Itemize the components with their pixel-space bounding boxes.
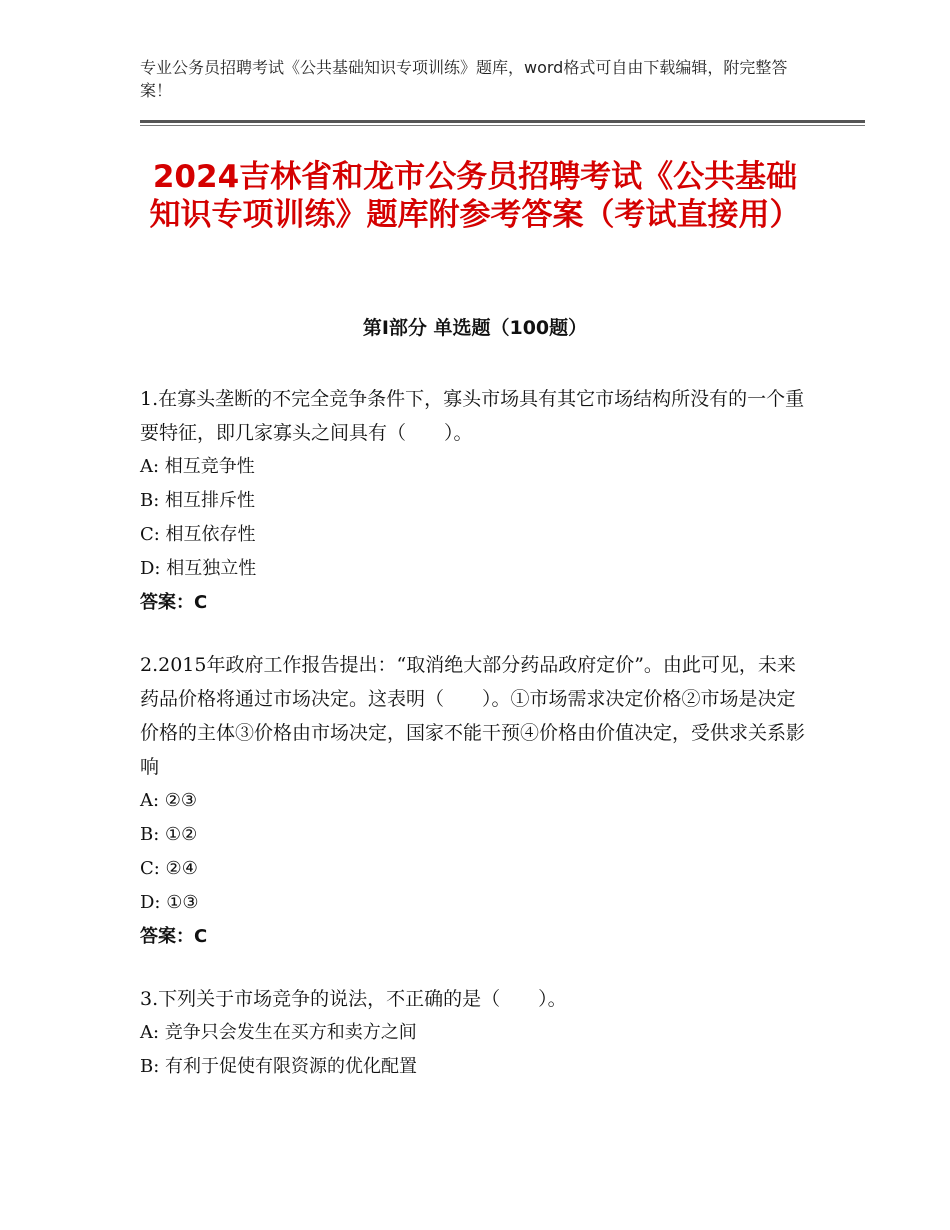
section-title: 第I部分 单选题（100题）: [362, 317, 588, 339]
header-note: 专业公务员招聘考试《公共基础知识专项训练》题库，word格式可自由下载编辑，附完整答案！: [140, 58, 788, 100]
option-c: C: 相互依存性: [140, 524, 256, 545]
option-c: C: ②④: [140, 858, 198, 879]
question-1: [140, 382, 810, 620]
question-stem: 2.2015年政府工作报告提出：“取消绝大部分药品政府定价”。由此可见，未来药品价格将通过市场决定。这表明（ ）。①市场需求决定价格②市场是决定价格的主体③价格由市场决定，国家不能干预④价格由价值决定，受供求关系影响: [140, 654, 806, 778]
question-stem: 1.在寡头垄断的不完全竞争条件下，寡头市场具有其它市场结构所没有的一个重要特征，即几家寡头之间具有（ ）。: [140, 388, 805, 444]
option-b: B: 相互排斥性: [140, 490, 256, 511]
header-divider-thin: [140, 125, 865, 126]
header-divider: [140, 120, 865, 123]
answer: 答案：C: [140, 926, 208, 947]
option-d: D: ①③: [140, 892, 199, 913]
answer: 答案：C: [140, 592, 208, 613]
question-stem: 3.下列关于市场竞争的说法，不正确的是（ ）。: [140, 988, 567, 1010]
question-list: [140, 382, 810, 1112]
document-title: 2024吉林省和龙市公务员招聘考试《公共基础知识专项训练》题库附参考答案（考试直接用）: [149, 159, 801, 233]
option-a: A: ②③: [140, 790, 198, 811]
option-a: A: 竞争只会发生在买方和卖方之间: [140, 1022, 417, 1043]
option-a: A: 相互竞争性: [140, 456, 255, 477]
option-b: B: 有利于促使有限资源的优化配置: [140, 1056, 418, 1077]
option-d: D: 相互独立性: [140, 558, 257, 579]
question-2: [140, 648, 810, 954]
question-3: [140, 982, 810, 1084]
option-b: B: ①②: [140, 824, 198, 845]
